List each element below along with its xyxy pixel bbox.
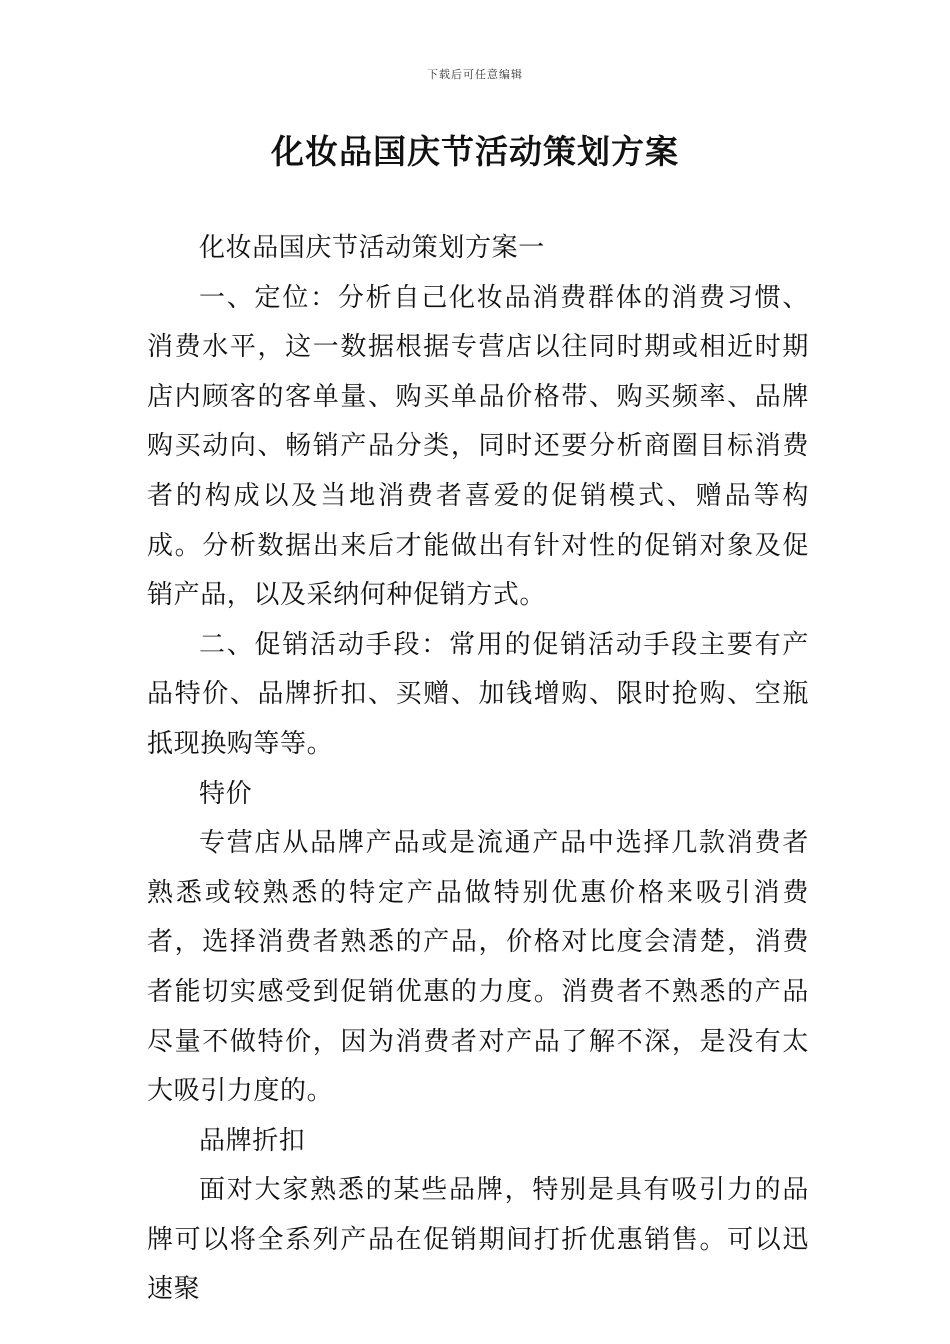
section-heading: 化妆品国庆节活动策划方案一 <box>199 233 545 263</box>
paragraph-special-price: 专营店从品牌产品或是流通产品中选择几款消费者熟悉或较熟悉的特定产品做特别优惠价格来吸引消费者，选择消费者熟悉的产品，价格对比度会清楚，消费者能切实感受到促销优惠的力度。消费者不熟悉的产品尽量不做特价，因为消费者对产品了解不深，是没有太大吸引力度的。 <box>147 828 809 1107</box>
subheading-special-price: 特价 <box>199 778 253 809</box>
paragraph-brand-discount: 面对大家熟悉的某些品牌，特别是具有吸引力的品牌可以将全系列产品在促销期间打折优惠销售。可以迅速聚 <box>147 1175 809 1305</box>
paragraph-positioning: 一、定位：分析自己化妆品消费群体的消费习惯、消费水平，这一数据根据专营店以往同时期或相近时期店内顾客的客单量、购买单品价格带、购买频率、品牌购买动向、畅销产品分类，同时还要分析商圈目标消费者的构成以及当地消费者喜爱的促销模式、赠品等构成。分析数据出来后才能做出有针对性的促销对象及促销产品，以及采纳何种促销方式。 <box>147 282 809 611</box>
header-note: 下载后可任意编辑 <box>427 68 523 81</box>
paragraph-promotion-methods: 二、促销活动手段：常用的促销活动手段主要有产品特价、品牌折扣、买赠、加钱增购、限时抢购、空瓶抵现换购等等。 <box>147 629 809 759</box>
subheading-brand-discount: 品牌折扣 <box>199 1125 306 1156</box>
document-title: 化妆品国庆节活动策划方案 <box>271 132 679 171</box>
document-body <box>147 224 809 1315</box>
